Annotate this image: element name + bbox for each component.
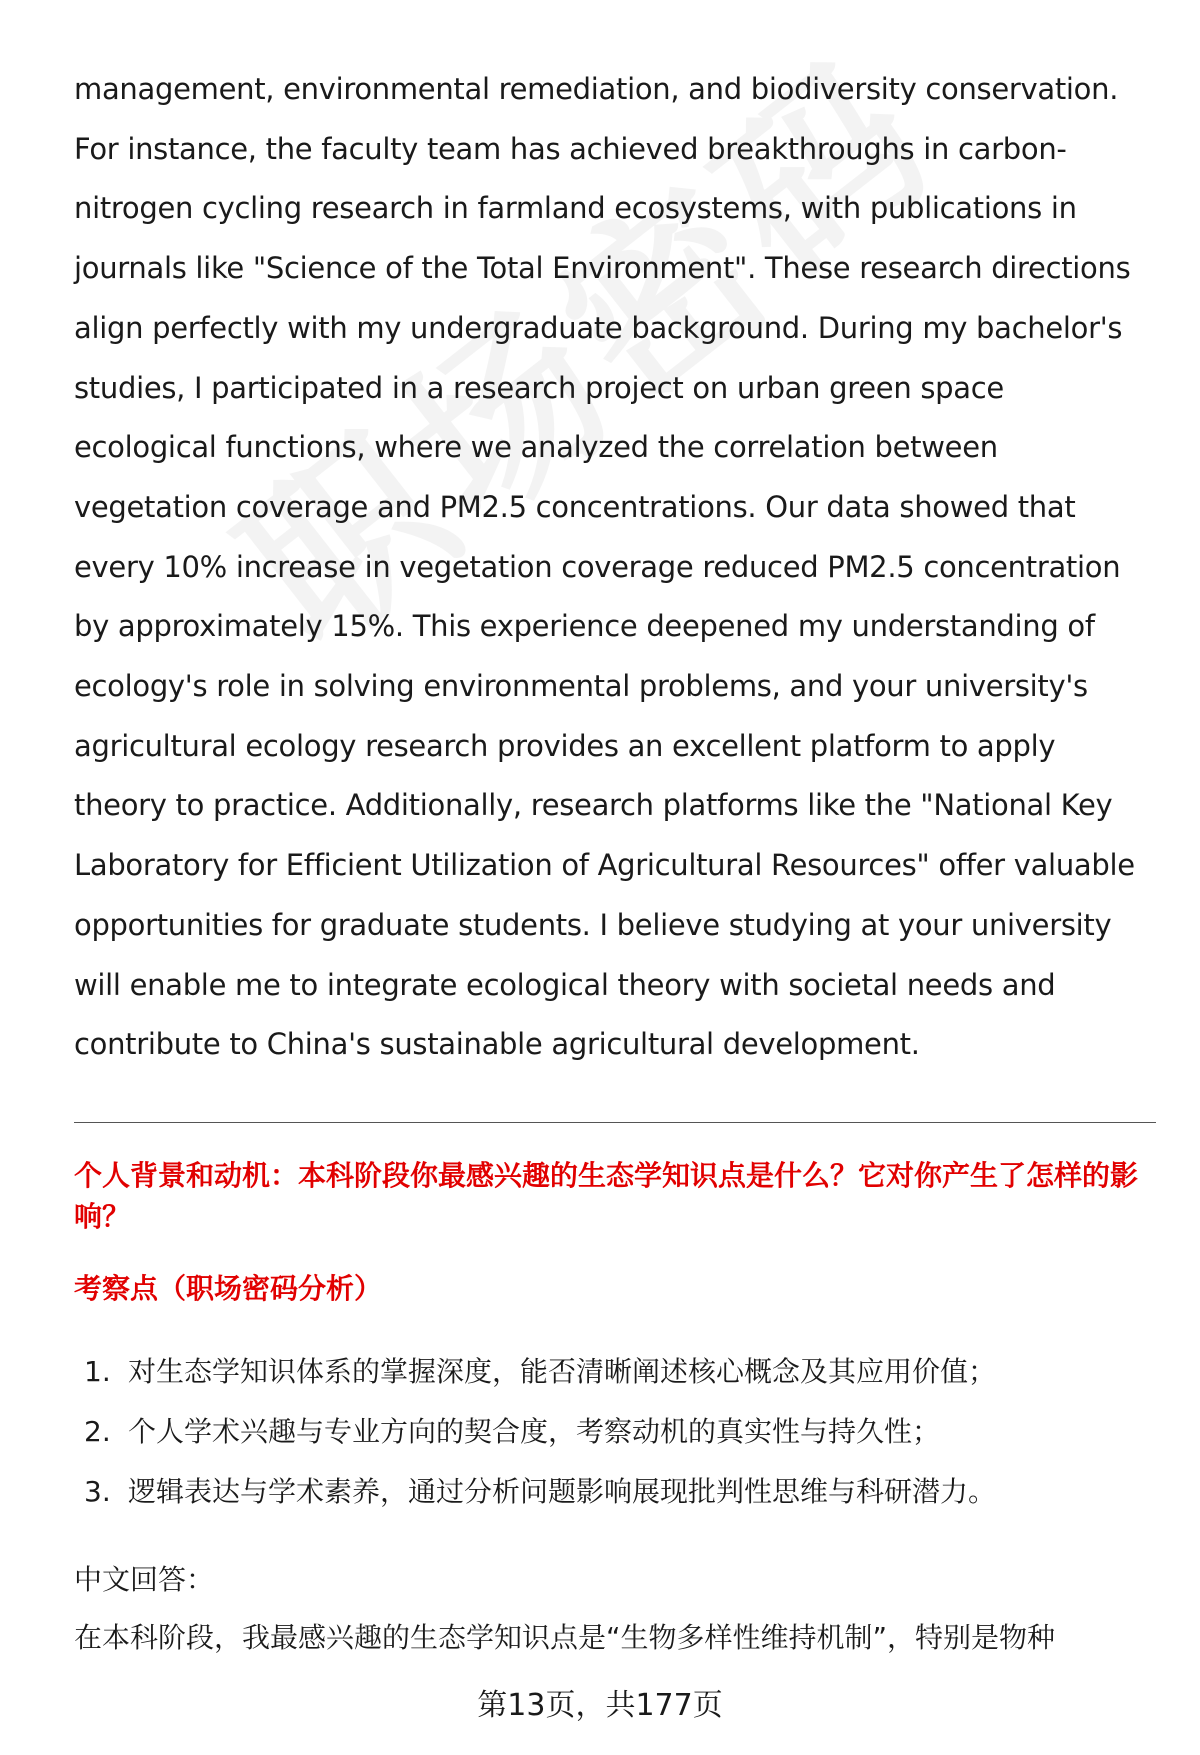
list-item-text: 逻辑表达与学术素养，通过分析问题影响展现批判性思维与科研潜力。: [128, 1475, 997, 1508]
document-body: [74, 60, 1154, 1075]
page-number-footer: 第13页，共177页: [477, 1688, 723, 1723]
list-item: [84, 1462, 996, 1522]
list-item: [84, 1342, 996, 1402]
list-item-text: 个人学术兴趣与专业方向的契合度，考察动机的真实性与持久性；: [128, 1415, 941, 1448]
list-item-number: 2.: [84, 1415, 111, 1448]
section-divider: [74, 1122, 1156, 1123]
question-heading: 个人背景和动机：本科阶段你最感兴趣的生态学知识点是什么？它对你产生了怎样的影响？: [74, 1159, 1139, 1233]
english-answer-paragraph: management, environmental remediation, and biodiversity conservation. For instance, the faculty team has achieved breakthroughs in carbon-nitrogen cycling research in farmland ecosystems, with publications in journals like "Science of the Total Environment". These research directions align perfectly with my undergraduate background. During my bachelor's studies, I participated in a research project on urban green space ecological functions, where we analyzed the correlation between vegetation coverage and PM2.5 concentrations. Our data showed that every 10% increase in vegetation coverage reduced PM2.5 concentration by approximately 15%. This experience deepened my understanding of ecology's role in solving environmental problems, and your university's agricultural ecology research provides an excellent platform to apply theory to practice. Additionally, research platforms like the "National Key Laboratory for Efficient Utilization of Agricultural Resources" offer valuable opportunities for graduate students. I believe studying at your university will enable me to integrate ecological theory with societal needs and contribute to China's sustainable agricultural development.: [74, 72, 1135, 1062]
list-item: [84, 1402, 996, 1462]
list-item-number: 3.: [84, 1475, 111, 1508]
assessment-points-list: [84, 1342, 996, 1522]
list-item-number: 1.: [84, 1355, 111, 1388]
analysis-subheading: 考察点（职场密码分析）: [74, 1272, 383, 1305]
chinese-answer-label: 中文回答：: [74, 1563, 215, 1596]
chinese-answer-text: 在本科阶段，我最感兴趣的生态学知识点是“生物多样性维持机制”，特别是物种: [74, 1621, 1056, 1654]
list-item-text: 对生态学知识体系的掌握深度，能否清晰阐述核心概念及其应用价值；: [128, 1355, 997, 1388]
